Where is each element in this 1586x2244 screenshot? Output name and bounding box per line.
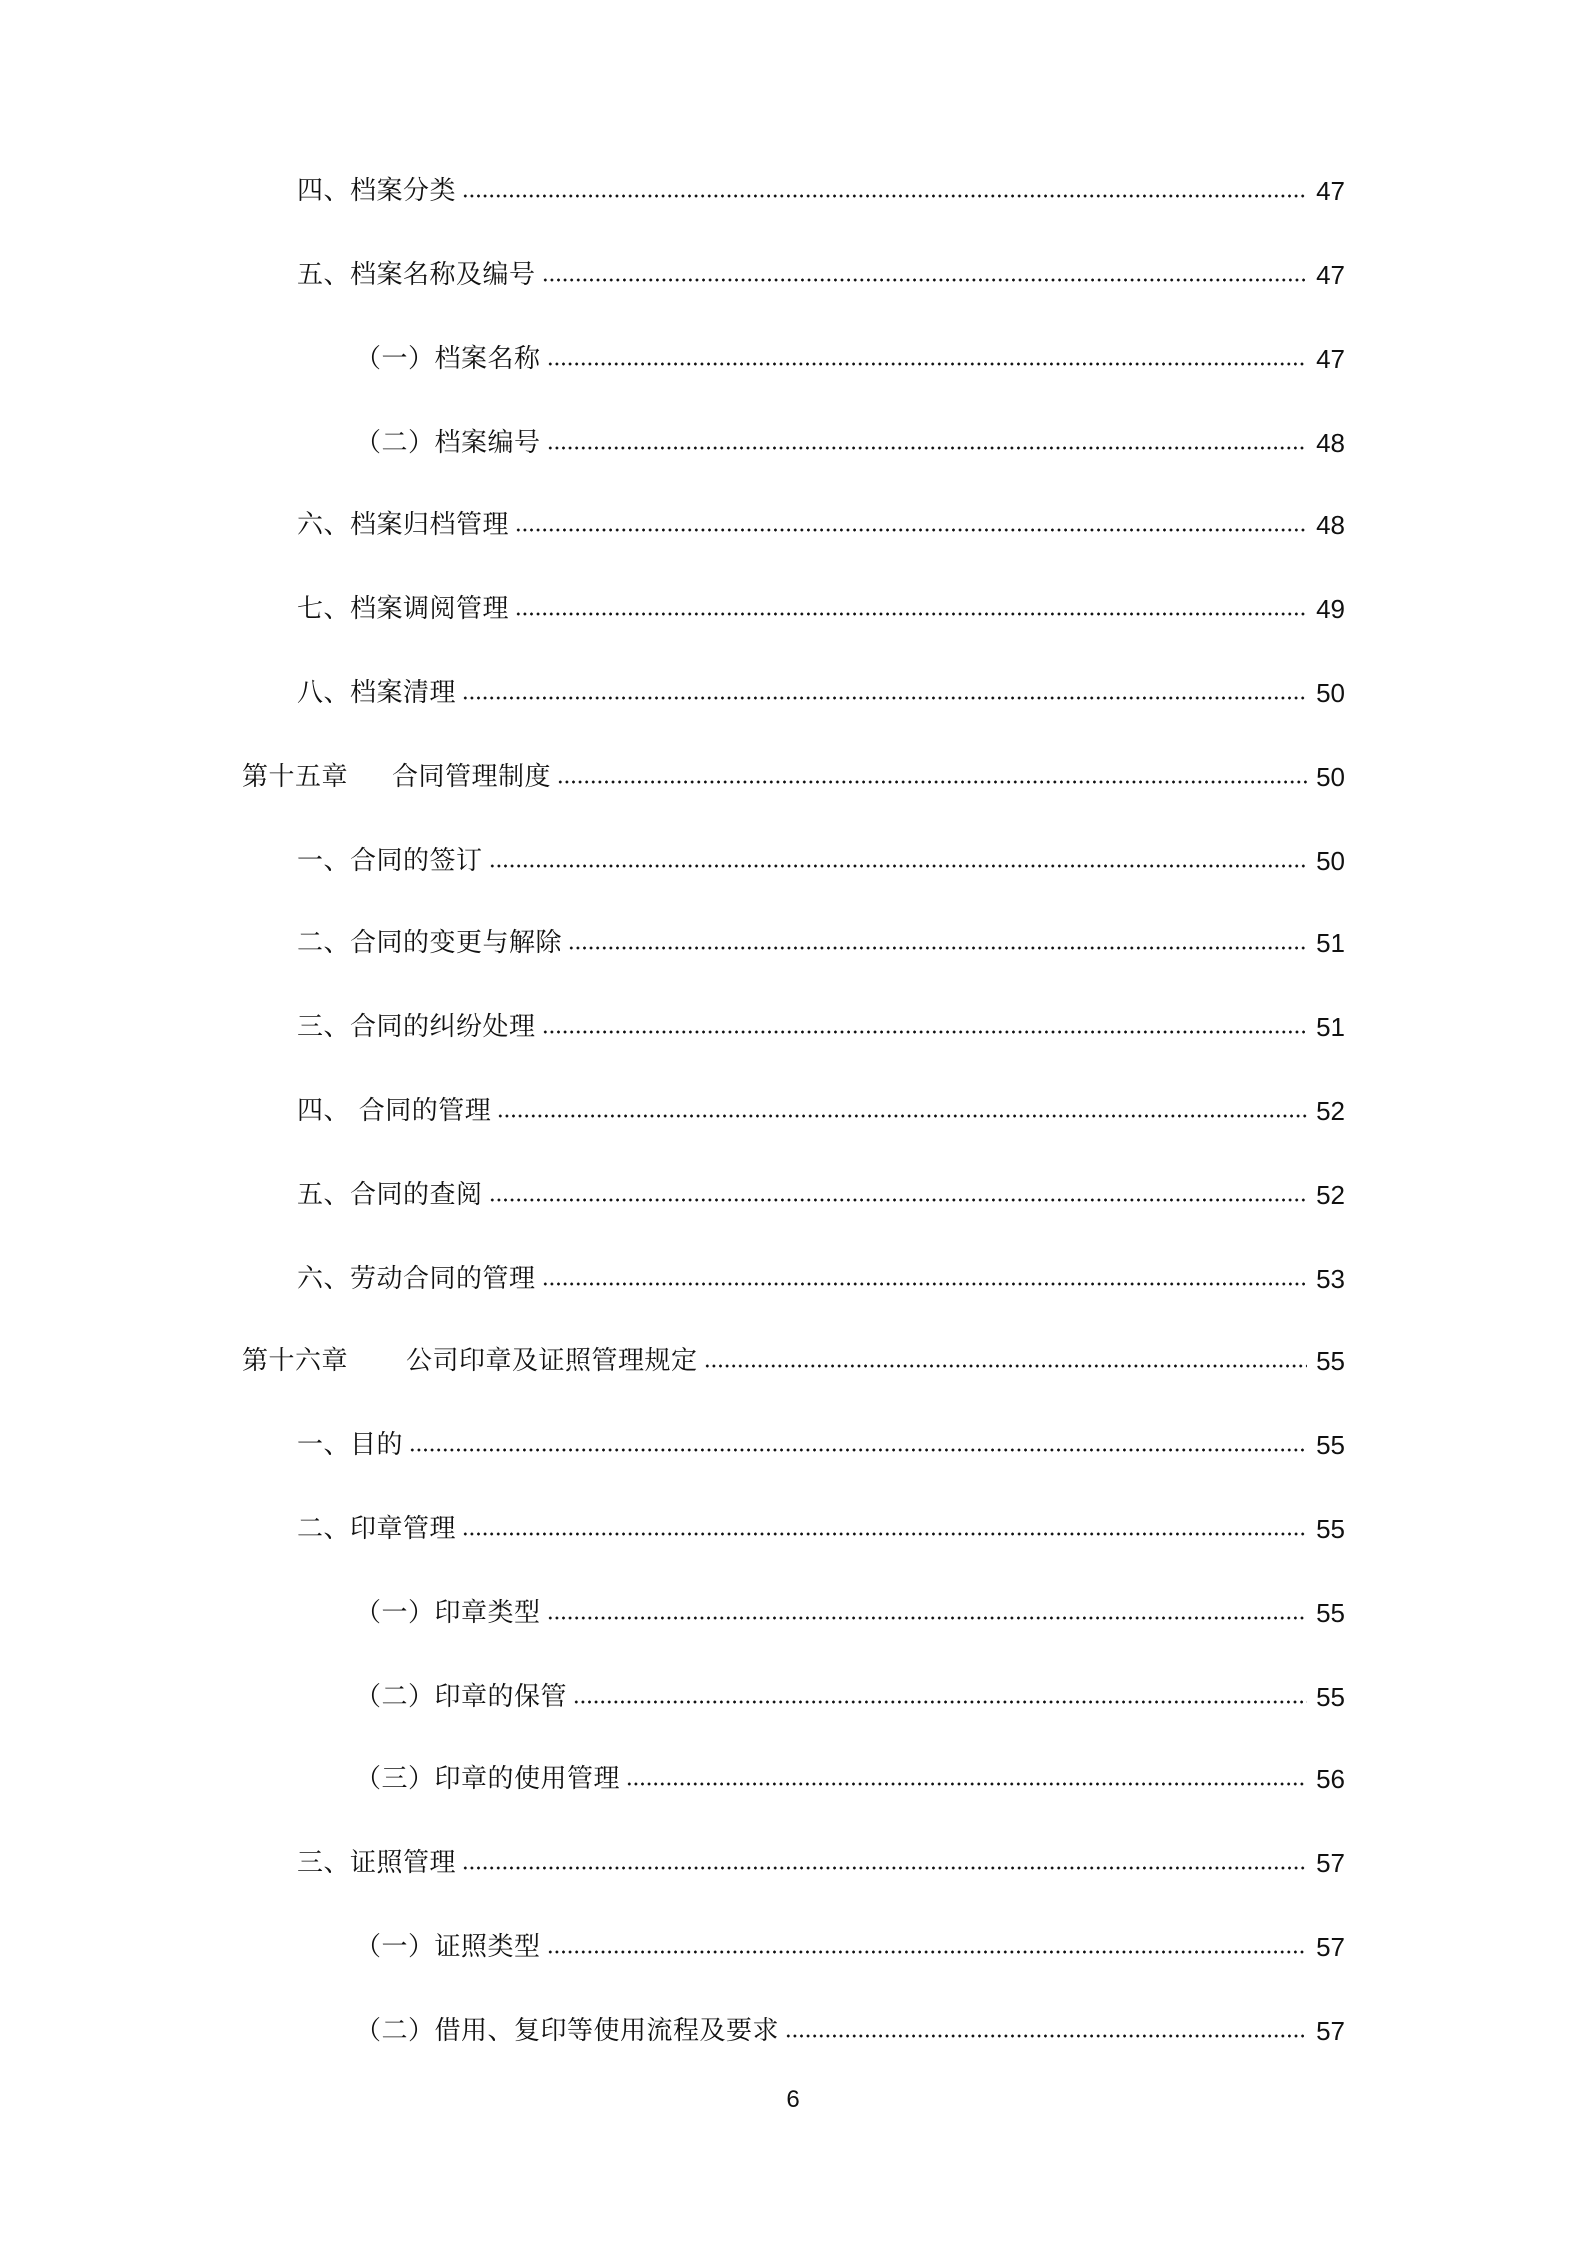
toc-entry-label: （一）证照类型: [355, 1932, 541, 1962]
toc-chapter-entry[interactable]: [0, 752, 1586, 792]
dot-leader: [547, 1949, 1307, 1955]
toc-entry-label: 八、档案清理: [297, 678, 457, 708]
toc-entry-page: 52: [1316, 1180, 1345, 1210]
toc-entry[interactable]: [0, 1588, 1586, 1628]
toc-entry-label: 四、 合同的管理: [297, 1096, 492, 1126]
toc-entry-page: 55: [1316, 1514, 1345, 1544]
toc-entry[interactable]: [0, 1754, 1586, 1794]
toc-entry-label: （二）印章的保管: [355, 1682, 568, 1712]
dot-leader: [573, 1699, 1307, 1705]
dot-leader: [547, 1615, 1307, 1621]
toc-entry-page: 49: [1316, 594, 1345, 624]
toc-entry-page: 53: [1316, 1264, 1345, 1294]
dot-leader: [704, 1363, 1307, 1369]
toc-entry[interactable]: [0, 1838, 1586, 1878]
toc-entry-page: 50: [1316, 678, 1345, 708]
toc-entry-page: 48: [1316, 428, 1345, 458]
toc-entry-page: 55: [1316, 1430, 1345, 1460]
toc-entry-page: 55: [1316, 1346, 1345, 1376]
toc-entry-page: 55: [1316, 1682, 1345, 1712]
toc-entry-page: 50: [1316, 846, 1345, 876]
toc-entry-label: 五、合同的查阅: [297, 1180, 483, 1210]
dot-leader: [462, 1865, 1307, 1871]
toc-entry-label: 三、合同的纠纷处理: [297, 1012, 536, 1042]
dot-leader: [557, 779, 1307, 785]
dot-leader: [785, 2033, 1307, 2039]
dot-leader: [489, 1197, 1307, 1203]
toc-entry-label: 五、档案名称及编号: [297, 260, 536, 290]
toc-entry-label: 六、档案归档管理: [297, 510, 510, 540]
toc-entry[interactable]: [0, 250, 1586, 290]
toc-entry-label: （一）印章类型: [355, 1598, 541, 1628]
toc-entry-page: 47: [1316, 176, 1345, 206]
toc-entry-label: （一）档案名称: [355, 344, 541, 374]
toc-entry-label: 六、劳动合同的管理: [297, 1264, 536, 1294]
toc-entry[interactable]: [0, 1002, 1586, 1042]
toc-entry-page: 48: [1316, 510, 1345, 540]
dot-leader: [568, 945, 1307, 951]
dot-leader: [462, 1531, 1307, 1537]
toc-entry[interactable]: [0, 584, 1586, 624]
dot-leader: [542, 1029, 1307, 1035]
chapter-number: 第十六章: [242, 1346, 349, 1376]
toc-entry[interactable]: [0, 2006, 1586, 2046]
dot-leader: [547, 445, 1307, 451]
dot-leader: [497, 1113, 1307, 1119]
toc-entry-page: 47: [1316, 260, 1345, 290]
toc-entry-label: 七、档案调阅管理: [297, 594, 510, 624]
toc-entry-label: 二、合同的变更与解除: [297, 928, 563, 958]
toc-entry-page: 50: [1316, 762, 1345, 792]
toc-chapter-entry[interactable]: [0, 1336, 1586, 1376]
footer-page-number: 6: [786, 2086, 800, 2113]
toc-entry-label: 一、合同的签订: [297, 846, 483, 876]
toc-entry[interactable]: [0, 334, 1586, 374]
dot-leader: [489, 863, 1307, 869]
dot-leader: [542, 277, 1307, 283]
toc-entry[interactable]: [0, 166, 1586, 206]
toc-entry[interactable]: [0, 1420, 1586, 1460]
toc-entry-label: （二）借用、复印等使用流程及要求: [355, 2016, 780, 2046]
toc-entry-label: 公司印章及证照管理规定: [406, 1346, 698, 1376]
toc-entry[interactable]: [0, 1170, 1586, 1210]
toc-entry-page: 51: [1316, 1012, 1345, 1042]
toc-entry-label: （二）档案编号: [355, 428, 541, 458]
toc-entry-page: 57: [1316, 1932, 1345, 1962]
dot-leader: [462, 193, 1307, 199]
toc-entry-label: （三）印章的使用管理: [355, 1764, 621, 1794]
toc-entry[interactable]: [0, 1254, 1586, 1294]
dot-leader: [409, 1447, 1307, 1453]
toc-entry-page: 57: [1316, 1848, 1345, 1878]
toc-entry-page: 52: [1316, 1096, 1345, 1126]
toc-entry[interactable]: [0, 1086, 1586, 1126]
toc-entry-label: 四、档案分类: [297, 176, 457, 206]
toc-entry[interactable]: [0, 418, 1586, 458]
dot-leader: [626, 1781, 1307, 1787]
dot-leader: [515, 611, 1307, 617]
toc-entry-page: 57: [1316, 2016, 1345, 2046]
toc-entry-label: 三、证照管理: [297, 1848, 457, 1878]
toc-entry[interactable]: [0, 500, 1586, 540]
dot-leader: [547, 361, 1307, 367]
dot-leader: [462, 695, 1307, 701]
toc-entry[interactable]: [0, 668, 1586, 708]
toc-entry[interactable]: [0, 1504, 1586, 1544]
dot-leader: [515, 527, 1307, 533]
chapter-number: 第十五章: [242, 762, 349, 792]
dot-leader: [542, 1281, 1307, 1287]
toc-entry[interactable]: [0, 1922, 1586, 1962]
toc-entry-page: 56: [1316, 1764, 1345, 1794]
toc-entry-label: 合同管理制度: [392, 762, 552, 792]
toc-entry-label: 一、目的: [297, 1430, 404, 1460]
toc-entry-page: 51: [1316, 928, 1345, 958]
toc-entry[interactable]: [0, 1672, 1586, 1712]
toc-entry[interactable]: [0, 836, 1586, 876]
toc-entry-label: 二、印章管理: [297, 1514, 457, 1544]
toc-entry[interactable]: [0, 918, 1586, 958]
toc-entry-page: 55: [1316, 1598, 1345, 1628]
toc-entry-page: 47: [1316, 344, 1345, 374]
